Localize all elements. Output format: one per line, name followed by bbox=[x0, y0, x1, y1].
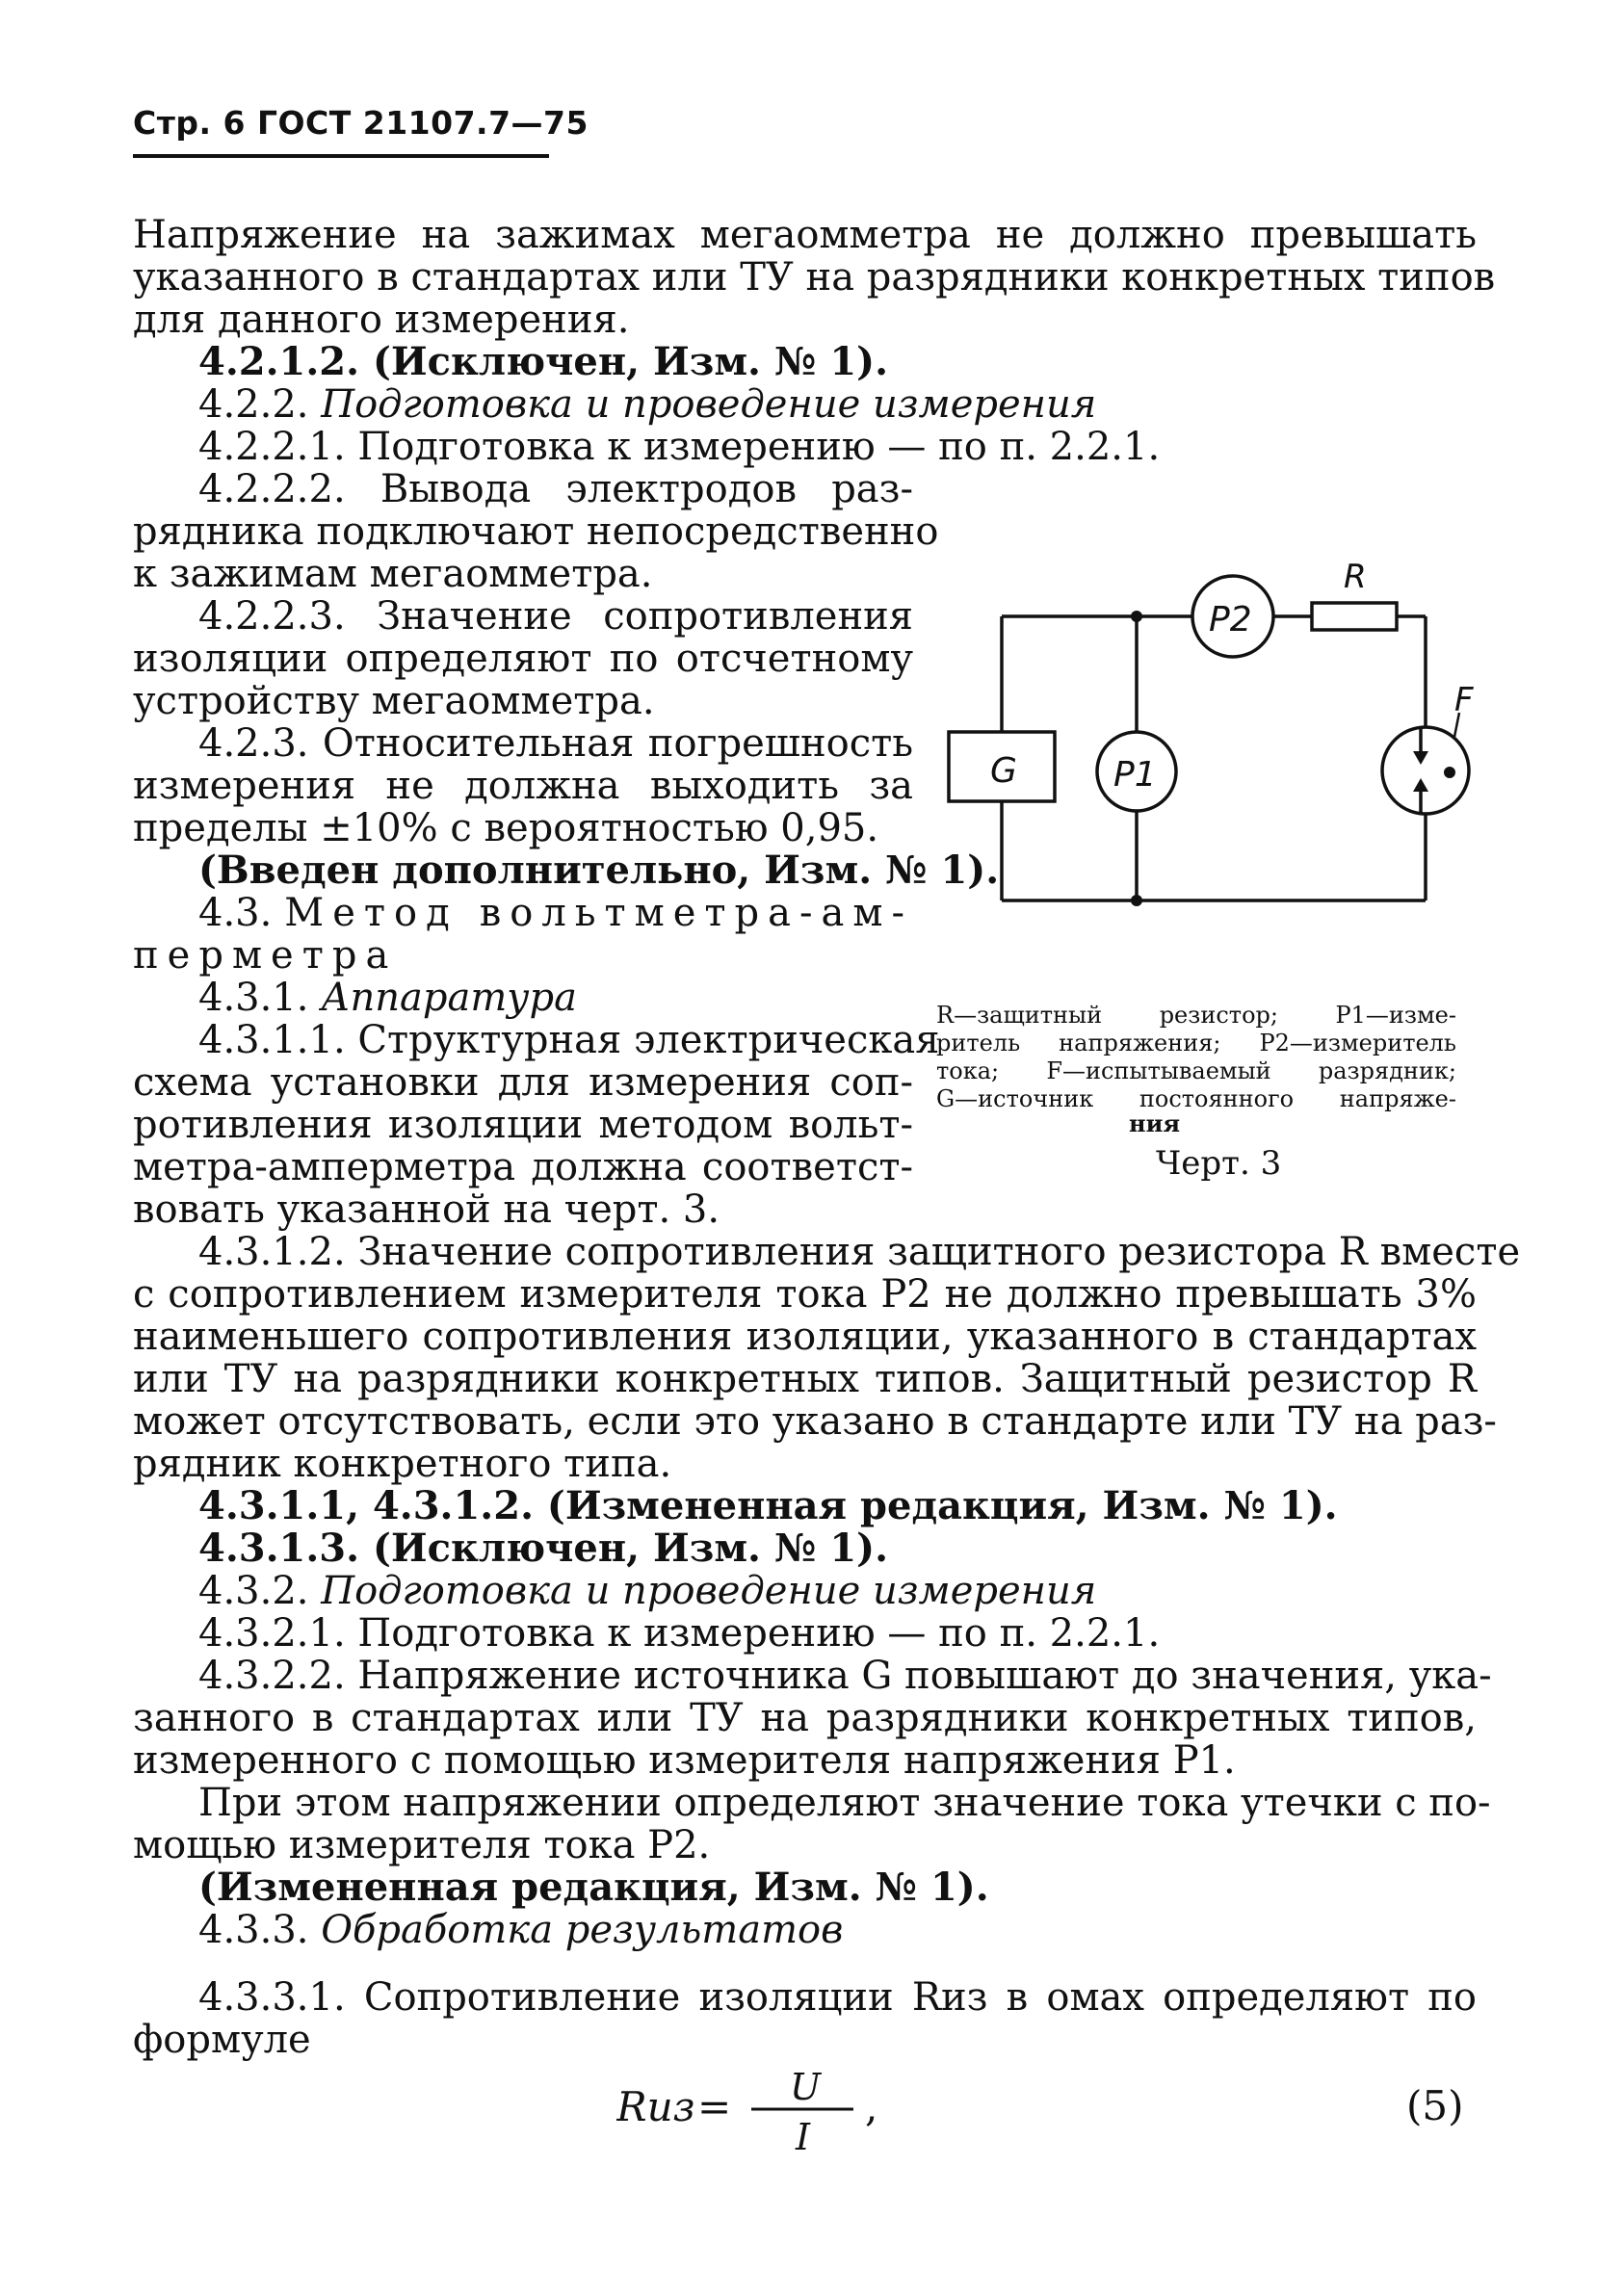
text-line: наименьшего сопротивления изоляции, указанного в стандартах bbox=[133, 1315, 1477, 1359]
text-line: рядника подключают непосредственно bbox=[133, 509, 939, 554]
figure-title: Черт. 3 bbox=[1156, 1144, 1282, 1183]
text-line: Напряжение на зажимах мегаомметра не должно превышать bbox=[133, 213, 1477, 257]
section-title: Подготовка и проведение измерения bbox=[321, 1569, 1097, 1613]
text-line: занного в стандартах или ТУ на разрядники конкретных типов, bbox=[133, 1696, 1477, 1740]
text-line: мощью измерителя тока P2. bbox=[133, 1823, 711, 1867]
text-line: с сопротивлением измерителя тока P2 не должно превышать 3% bbox=[133, 1272, 1477, 1317]
label-P2: P2 bbox=[1209, 600, 1252, 639]
text-line: может отсутствовать, если это указано в стандарте или ТУ на раз- bbox=[133, 1399, 1497, 1444]
formula-comma: , bbox=[865, 2083, 878, 2130]
text-line: При этом напряжении определяют значение тока утечки с по- bbox=[198, 1781, 1491, 1825]
text-line: рядник конкретного типа. bbox=[133, 1442, 672, 1486]
text-line: 4.2.3. Относительная погрешность bbox=[198, 721, 913, 766]
formula-5 bbox=[616, 2061, 905, 2167]
text-line: 4.3.3.1. Сопротивление изоляции Rиз в омах определяют по bbox=[198, 1975, 1477, 2020]
text-line: вовать указанной на черт. 3. bbox=[133, 1187, 720, 1232]
text-line: 4.3.2.1. Подготовка к измерению — по п. 2.2.1. bbox=[198, 1611, 1161, 1656]
text-line: измеренного с помощью измерителя напряжения P1. bbox=[133, 1738, 1236, 1783]
subsection-heading bbox=[198, 977, 577, 1019]
resistor-symbol bbox=[1312, 603, 1397, 630]
text-line: 4.2.2.1. Подготовка к измерению — по п. 2.2.1. bbox=[198, 425, 1161, 469]
amendment-note: (Введен дополнительно, Изм. № 1). bbox=[198, 848, 1000, 893]
label-F: F bbox=[1454, 681, 1474, 719]
text-line: 4.2.2.2. Вывода электродов раз- bbox=[198, 467, 913, 511]
section-excluded: 4.2.1.2. (Исключен, Изм. № 1). bbox=[198, 339, 888, 384]
text-line: 4.3.1.2. Значение сопротивления защитного резистора R вместе bbox=[198, 1230, 1521, 1274]
section-title: Метод вольтметра-ам- bbox=[284, 891, 913, 935]
text-line: 4.2.2.3. Значение сопротивления bbox=[198, 594, 913, 639]
subsection-heading bbox=[198, 1909, 843, 1951]
text-line: схема установки для измерения соп- bbox=[133, 1060, 913, 1105]
figure-caption-line: R—защитный резистор; P1—изме- bbox=[936, 1002, 1456, 1029]
text-line: измерения не должна выходить за bbox=[133, 764, 913, 808]
section-number: 4.2.2. bbox=[198, 382, 309, 427]
formula-lhs: Rиз bbox=[616, 2083, 695, 2130]
label-R: R bbox=[1344, 559, 1367, 596]
text-line: формуле bbox=[133, 2018, 311, 2062]
text-line: 4.3.1.1. Структурная электрическая bbox=[198, 1018, 940, 1062]
text-line: устройству мегаомметра. bbox=[133, 679, 655, 723]
subsection-heading bbox=[198, 383, 1096, 426]
circuit-diagram bbox=[934, 559, 1474, 944]
section-number: 4.3.3. bbox=[198, 1908, 309, 1952]
text-line: изоляции определяют по отсчетному bbox=[133, 637, 913, 681]
figure-caption-line: тока; F—испытываемый разрядник; bbox=[936, 1057, 1456, 1084]
equation-number: (5) bbox=[1406, 2082, 1464, 2129]
formula-numerator: U bbox=[790, 2066, 822, 2108]
section-title: Аппаратура bbox=[321, 976, 577, 1020]
section-title: Подготовка и проведение измерения bbox=[321, 382, 1097, 427]
figure-caption-line: ритель напряжения; P2—измеритель bbox=[936, 1030, 1456, 1057]
text-line: указанного в стандартах или ТУ на разрядники конкретных типов bbox=[133, 255, 1496, 300]
arrester-symbol bbox=[1382, 727, 1469, 814]
amendment-note: 4.3.1.1, 4.3.1.2. (Измененная редакция, Изм. № 1). bbox=[198, 1483, 1338, 1528]
formula-equals: = bbox=[697, 2083, 732, 2130]
text-line: 4.3.2.2. Напряжение источника G повышают до значения, ука- bbox=[198, 1654, 1492, 1698]
label-G: G bbox=[990, 751, 1017, 791]
page-header: Стр. 6 ГОСТ 21107.7—75 bbox=[133, 104, 589, 142]
section-excluded: 4.3.1.3. (Исключен, Изм. № 1). bbox=[198, 1526, 888, 1571]
subsection-heading bbox=[198, 1570, 1096, 1612]
section-title: Обработка результатов bbox=[321, 1908, 844, 1952]
text-line: метра-амперметра должна соответст- bbox=[133, 1145, 913, 1189]
text-line: для данного измерения. bbox=[133, 298, 630, 342]
section-heading bbox=[198, 892, 913, 934]
header-rule bbox=[133, 154, 549, 158]
section-number: 4.3. bbox=[198, 891, 273, 935]
formula-denominator: I bbox=[796, 2116, 811, 2158]
figure-caption-line: G—источник постоянного напряже- bbox=[936, 1085, 1456, 1112]
section-title-cont: перметра bbox=[133, 933, 398, 978]
amendment-note: (Измененная редакция, Изм. № 1). bbox=[198, 1865, 989, 1910]
text-line: к зажимам мегаомметра. bbox=[133, 552, 653, 596]
label-P1: P1 bbox=[1113, 755, 1157, 795]
text-line: ротивления изоляции методом вольт- bbox=[133, 1103, 913, 1147]
section-number: 4.3.1. bbox=[198, 976, 309, 1020]
text-line: или ТУ на разрядники конкретных типов. Защитный резистор R bbox=[133, 1357, 1477, 1401]
section-number: 4.3.2. bbox=[198, 1569, 309, 1613]
figure-caption-line: ния bbox=[1129, 1109, 1181, 1137]
text-line: пределы ±10% с вероятностью 0,95. bbox=[133, 806, 879, 850]
